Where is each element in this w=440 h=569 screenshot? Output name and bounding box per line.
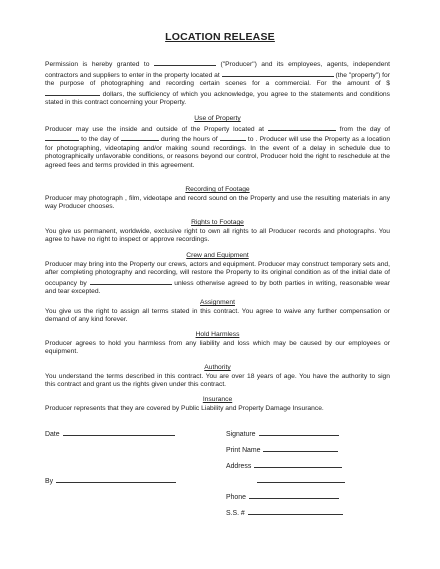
crew-section <box>45 252 390 297</box>
section-heading: Use of Property <box>194 115 241 122</box>
address-line-2 <box>254 476 345 486</box>
address-line[interactable] <box>254 461 342 468</box>
intro-paragraph: Permission is hereby granted to ("Producer") and its employees, agents, independent contractors and suppliers to enter in the property located at (the "property") for the purpose of photographing and recording certain scenes for a commercial. For the amount of $ dollars, the sufficiency of which you acknowledge, you agree to the statements and conditions stated in this contract concerning your Property. <box>45 61 390 107</box>
signature-field: Signature <box>226 429 339 439</box>
assignment-section <box>45 299 390 325</box>
phone-field: Phone <box>226 492 339 502</box>
authority-section <box>45 364 390 390</box>
intro-section <box>45 59 390 108</box>
address-field: Address <box>226 461 342 471</box>
section-heading: Authority <box>204 364 231 371</box>
section-heading: Insurance <box>202 396 233 403</box>
hold-harmless-section <box>45 331 390 357</box>
insurance-paragraph: Producer represents that they are covered by Public Liability and Property Damage Insurance. <box>45 404 324 412</box>
recording-section <box>45 186 390 212</box>
use-of-property-paragraph: Producer may use the inside and outside of the Property located at from the day of to the day of during the hours of to . Producer will use the Property as a location for photographing, videotaping and/or making sound recordings. In the event of a delay in schedule due to photographically unfavorable conditions, or reasons beyond our control, Producer hold the right to reschedule at the agreed fees and terms provided in this agreement. <box>45 125 391 169</box>
by-line[interactable] <box>56 476 176 483</box>
date-field: Date <box>45 429 175 439</box>
print-name-field: Print Name <box>226 445 338 455</box>
blank-amount-line[interactable] <box>45 89 100 96</box>
section-heading: Recording of Footage <box>185 186 250 193</box>
recording-paragraph: Producer may photograph , film, videotape and record sound on the Property and use the resulting materials in any way Producer chooses. <box>45 194 390 211</box>
section-heading: Crew and Equipment <box>186 252 249 259</box>
rights-section <box>45 219 390 245</box>
hold-harmless-paragraph: Producer agrees to hold you harmless from any liability and loss which may be caused by our employees or equipment. <box>45 339 390 356</box>
authority-paragraph: You understand the terms described in this contract. You are over 18 years of age. You have the authority to sign this contract and grant us the rights given under this contract. <box>45 372 390 389</box>
signature-line[interactable] <box>259 429 339 436</box>
phone-line[interactable] <box>249 492 339 499</box>
section-heading: Assignment <box>200 299 235 306</box>
blank-at-line[interactable] <box>222 70 274 77</box>
use-of-property-section <box>45 115 390 171</box>
crew-paragraph: Producer may bring into the Property our crews, actors and equipment. Producer may construct temporary sets and, after completing photography and recording, will restore the Property to its original condition as of the initial date of occupancy by unless otherwise agreed to by both parties in writing, reasonable wear and tear excepted. <box>45 260 390 296</box>
ssn-line[interactable] <box>248 508 343 515</box>
by-field: By <box>45 476 176 486</box>
insurance-section <box>45 396 390 413</box>
print-name-line[interactable] <box>263 445 338 452</box>
blank-producer-line[interactable] <box>154 59 216 66</box>
section-heading: Rights to Footage <box>191 219 244 226</box>
ssn-field: S.S. # <box>226 508 343 518</box>
section-heading: Hold Harmless <box>195 331 240 338</box>
date-line[interactable] <box>63 429 175 436</box>
document-title: LOCATION RELEASE <box>165 31 275 43</box>
assignment-paragraph: You give us the right to assign all terms stated in this contract. You agree to waive any further compensation or demand of any kind forever. <box>45 307 390 324</box>
rights-paragraph: You give us permanent, worldwide, exclusive right to own all rights to all Producer records and photographs. You agree to have no right to inspect or approve recordings. <box>45 227 390 244</box>
